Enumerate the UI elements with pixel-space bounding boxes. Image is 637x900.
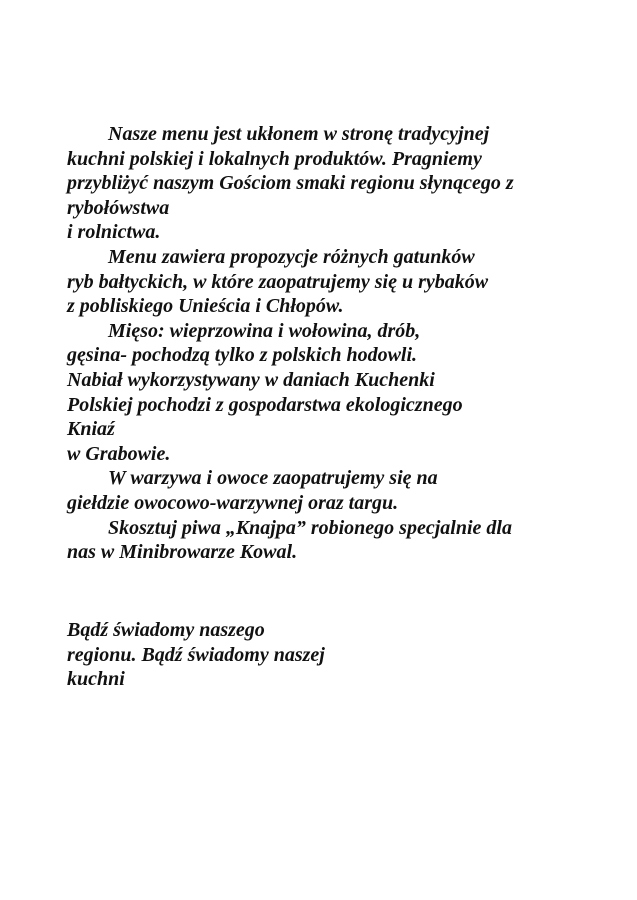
paragraph-line: Skosztuj piwa „Knajpa” robionego specjalnie dla	[108, 516, 512, 539]
paragraph-vegetables	[67, 466, 607, 515]
paragraph-line: Polskiej pochodzi z gospodarstwa ekologicznego	[67, 393, 463, 416]
paragraph-line: Nasze menu jest ukłonem w stronę tradycyjnej	[108, 123, 490, 145]
closing-statement	[67, 618, 467, 692]
paragraph-line: przybliżyć naszym Gościom smaki regionu słynącego z	[67, 172, 514, 195]
paragraph-line: Mięso: wieprzowina i wołowina, drób,	[108, 319, 421, 342]
paragraph-beer	[67, 516, 607, 565]
paragraph-line: Menu zawiera propozycje różnych gatunków	[108, 245, 475, 268]
menu-introduction-text	[67, 122, 607, 565]
paragraph-meat-dairy	[67, 319, 607, 467]
paragraph-line: ryb bałtyckich, w które zaopatrujemy się u rybaków	[67, 270, 489, 293]
paragraph-line: nas w Minibrowarze Kowal.	[67, 541, 298, 564]
paragraph-line: kuchni polskiej i lokalnych produktów. Pragniemy	[67, 147, 482, 170]
paragraph-fish	[67, 245, 607, 319]
paragraph-intro	[67, 122, 607, 245]
paragraph-line: Nabiał wykorzystywany w daniach Kuchenki	[67, 368, 435, 391]
closing-line: kuchni	[67, 668, 125, 691]
closing-line: regionu. Bądź świadomy naszej	[67, 643, 325, 666]
paragraph-line: rybołówstwa	[67, 196, 170, 219]
paragraph-line: w Grabowie.	[67, 442, 171, 465]
paragraph-line: W warzywa i owoce zaopatrujemy się na	[108, 467, 438, 490]
paragraph-line: i rolnictwa.	[67, 221, 161, 244]
paragraph-line: Kniaź	[67, 418, 115, 441]
closing-line: Bądź świadomy naszego	[67, 619, 265, 641]
paragraph-line: z pobliskiego Unieścia i Chłopów.	[67, 295, 344, 318]
paragraph-line: giełdzie owocowo-warzywnej oraz targu.	[67, 491, 399, 514]
paragraph-line: gęsina- pochodzą tylko z polskich hodowli.	[67, 344, 418, 367]
